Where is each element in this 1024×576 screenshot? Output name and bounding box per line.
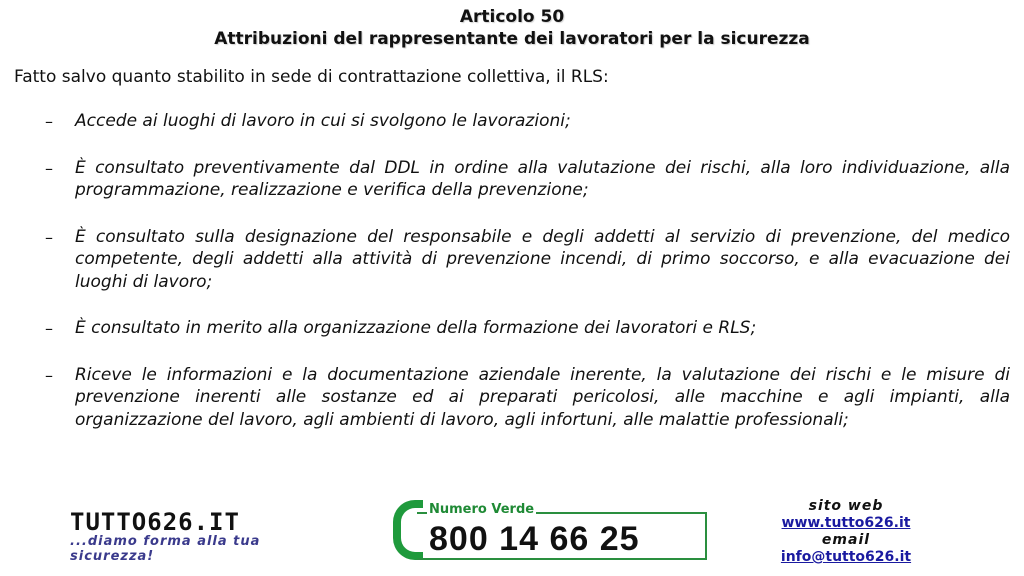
dash-bullet-icon: – [45,319,53,338]
dash-bullet-icon: – [45,158,53,178]
list-item [0,110,1024,133]
email-label: email [821,532,871,548]
dash-bullet-icon: – [45,365,53,385]
brand-logo [70,510,260,564]
list-item [0,157,1024,202]
brand-tagline-line1: ...diamo forma alla tua [70,534,261,549]
list-item [0,226,1024,294]
toll-free-badge [393,500,713,564]
footer-banner [0,496,1024,576]
phone-number: 800 14 66 25 [429,520,640,558]
slide-title-block [0,6,1024,50]
list-item [0,364,1024,432]
list-item-text: È consultato in merito alla organizzazione della formazione dei lavoratori e RLS; [75,318,757,338]
dash-bullet-icon: – [45,112,53,131]
site-label: sito web [808,498,884,514]
phone-label: Numero Verde [429,502,535,517]
list-item [0,317,1024,340]
email-link[interactable]: info@tutto626.it [780,549,912,565]
list-item-text: Riceve le informazioni e la documentazione aziendale inerente, la valutazione dei rischi e le misure di prevenzione inerenti alle sostanze ed ai preparati pericolosi, alle macchine e agli impianti, alla organizzazione del lavoro, agli ambienti di lavoro, agli infortuni, alle malattie professionali; [75,364,1010,430]
dash-bullet-icon: – [45,227,53,247]
brand-name: TUTTO626.IT [70,508,240,536]
contact-block [736,498,956,566]
list-item-text: È consultato preventivamente dal DDL in ordine alla valutazione dei rischi, alla loro individuazione, alla programmazione, realizzazione e verifica della prevenzione; [75,157,1010,200]
site-link[interactable]: www.tutto626.it [781,515,911,531]
list-item-text: È consultato sulla designazione del responsabile e degli addetti al servizio di prevenzione, del medico competente, degli addetti alla attività di prevenzione incendi, di primo soccorso, e alla evacuazione dei luoghi di lavoro; [75,226,1010,292]
intro-text: Fatto salvo quanto stabilito in sede di contrattazione collettiva, il RLS: [14,67,609,87]
list-item-text: Accede ai luoghi di lavoro in cui si svolgono le lavorazioni; [75,111,571,131]
item-list [0,110,1024,455]
slide-title: Articolo 50 [459,7,565,27]
brand-tagline-line2: sicurezza! [70,549,155,564]
slide-subtitle: Attribuzioni del rappresentante dei lavoratori per la sicurezza [214,29,810,49]
